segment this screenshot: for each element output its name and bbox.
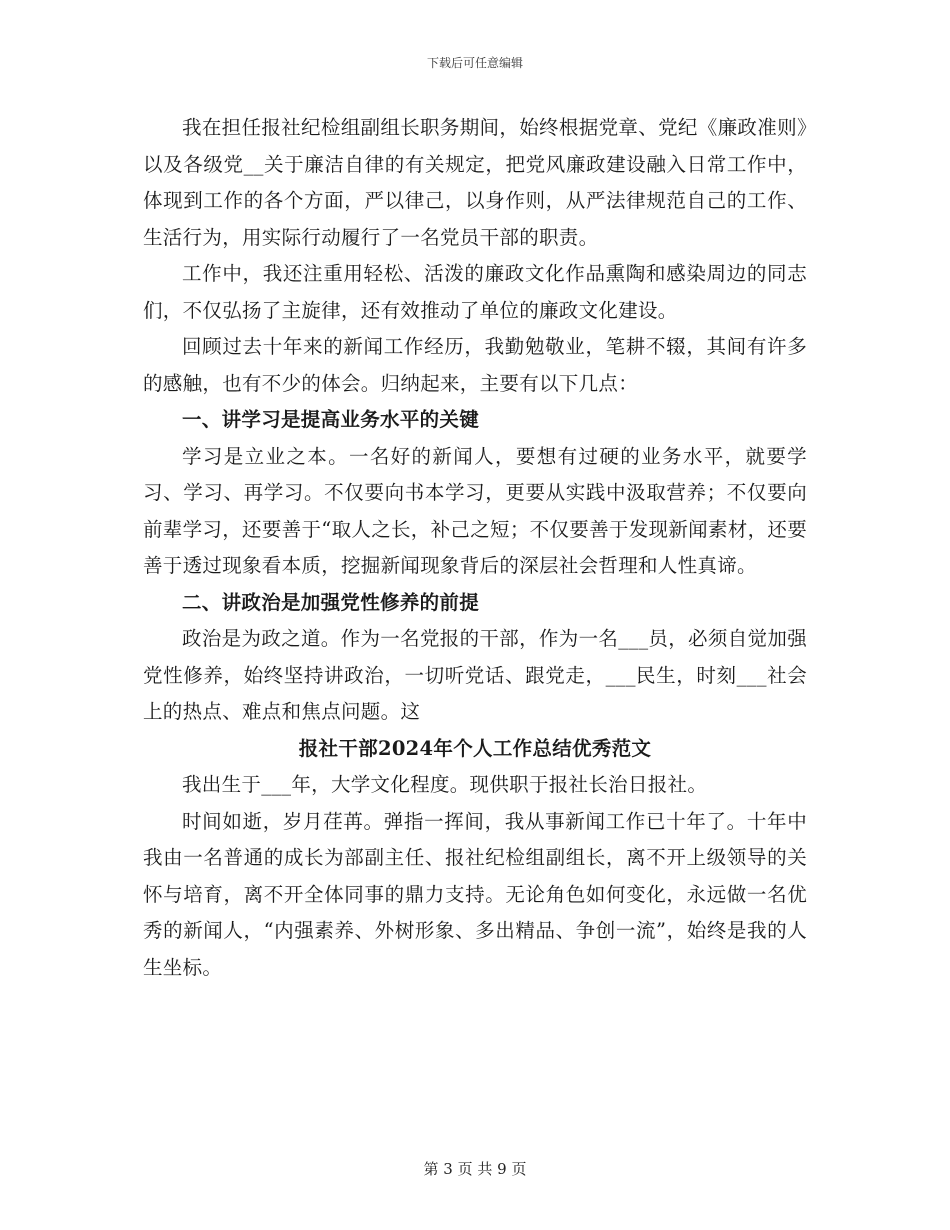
- body-paragraph: 政治是为政之道。作为一名党报的干部，作为一名___员，必须自觉加强党性修养，始终坚持讲政治，一切听党话、跟党走，___民生，时刻___社会上的热点、难点和焦点问题。这: [143, 627, 807, 723]
- page-number: 第 3 页 共 9 页: [423, 1160, 527, 1178]
- body-paragraph: 时间如逝，岁月荏苒。弹指一挥间，我从事新闻工作已十年了。十年中我由一名普通的成长为部副主任、报社纪检组副组长，离不开上级领导的关怀与培育，离不开全体同事的鼎力支持。无论角色如何变化，永远做一名优秀的新闻人，“内强素养、外树形象、多出精品、争创一流”，始终是我的人生坐标。: [143, 809, 807, 979]
- page-header-note: 下载后可任意编辑: [426, 56, 523, 70]
- document-body: [143, 110, 807, 986]
- body-paragraph: 回顾过去十年来的新闻工作经历，我勤勉敬业，笔耕不辍，其间有许多的感触，也有不少的体会。归纳起来，主要有以下几点：: [143, 335, 807, 395]
- section-heading-politics: 二、讲政治是加强党性修养的前提: [182, 590, 480, 614]
- document-title: 报社干部2024年个人工作总结优秀范文: [298, 736, 652, 760]
- body-paragraph: 学习是立业之本。一名好的新闻人，要想有过硬的业务水平，就要学习、学习、再学习。不仅要向书本学习，更要从实践中汲取营养；不仅要向前辈学习，还要善于“取人之长，补己之短；不仅要善于发现新闻素材，还要善于透过现象看本质，挖掘新闻现象背后的深层社会哲理和人性真谛。: [143, 444, 807, 577]
- section-heading-learning: 一、讲学习是提高业务水平的关键: [182, 408, 480, 431]
- body-paragraph: 我在担任报社纪检组副组长职务期间，始终根据党章、党纪《廉政准则》以及各级党__关于廉洁自律的有关规定，把党风廉政建设融入日常工作中，体现到工作的各个方面，严以律己，以身作则，从严法律规范自己的工作、生活行为，用实际行动履行了一名党员干部的职责。: [143, 116, 807, 249]
- body-paragraph: 工作中，我还注重用轻松、活泼的廉政文化作品熏陶和感染周边的同志们，不仅弘扬了主旋律，还有效推动了单位的廉政文化建设。: [143, 262, 807, 322]
- body-paragraph: 我出生于___年，大学文化程度。现供职于报社长治日报社。: [182, 773, 708, 796]
